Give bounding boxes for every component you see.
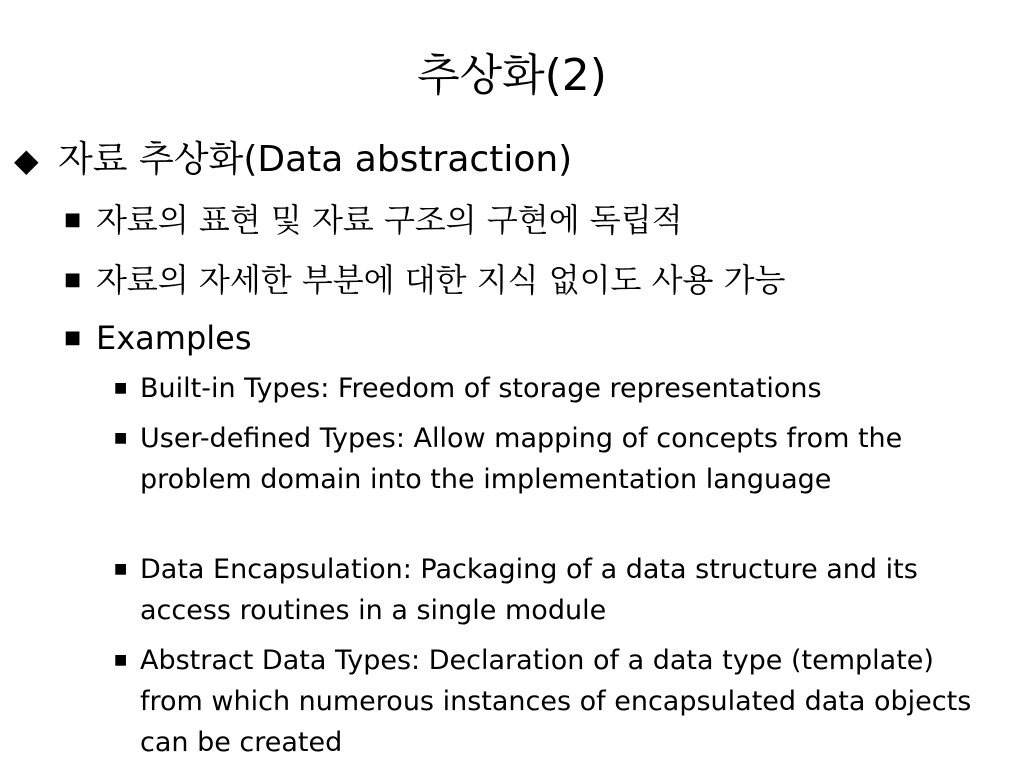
heading-text: 자료 추상화(Data abstraction) — [58, 139, 573, 180]
square-bullet-icon: ■ — [114, 380, 128, 396]
point-item — [64, 315, 252, 361]
point-text: 자료의 자세한 부분에 대한 지식 없이도 사용 가능 — [96, 261, 786, 299]
example-item — [114, 368, 994, 409]
slide-title: 추상화(2) — [417, 50, 607, 101]
example-item — [114, 418, 994, 500]
square-bullet-icon: ■ — [114, 561, 128, 577]
square-bullet-icon: ■ — [64, 327, 82, 348]
heading-bullet-item — [14, 133, 572, 187]
square-bullet-icon: ■ — [114, 430, 128, 446]
square-bullet-icon: ■ — [64, 209, 82, 230]
point-text: Examples — [96, 319, 252, 357]
square-bullet-icon: ■ — [64, 269, 82, 290]
point-item — [64, 197, 683, 243]
example-item — [114, 549, 994, 631]
example-text: Data Encapsulation: Packaging of a data structure and its access routines in a single module — [140, 554, 918, 626]
diamond-bullet-icon: ◆ — [14, 141, 39, 179]
example-text: User-defined Types: Allow mapping of concepts from the problem domain into the implementation language — [140, 423, 903, 495]
point-text: 자료의 표현 및 자료 구조의 구현에 독립적 — [96, 201, 683, 239]
example-item — [114, 640, 994, 763]
example-text: Abstract Data Types: Declaration of a data type (template) from which numerous instances of encapsulated data objects can be created — [140, 645, 972, 758]
square-bullet-icon: ■ — [114, 652, 128, 668]
example-text: Built-in Types: Freedom of storage representations — [140, 373, 822, 404]
point-item — [64, 257, 785, 303]
